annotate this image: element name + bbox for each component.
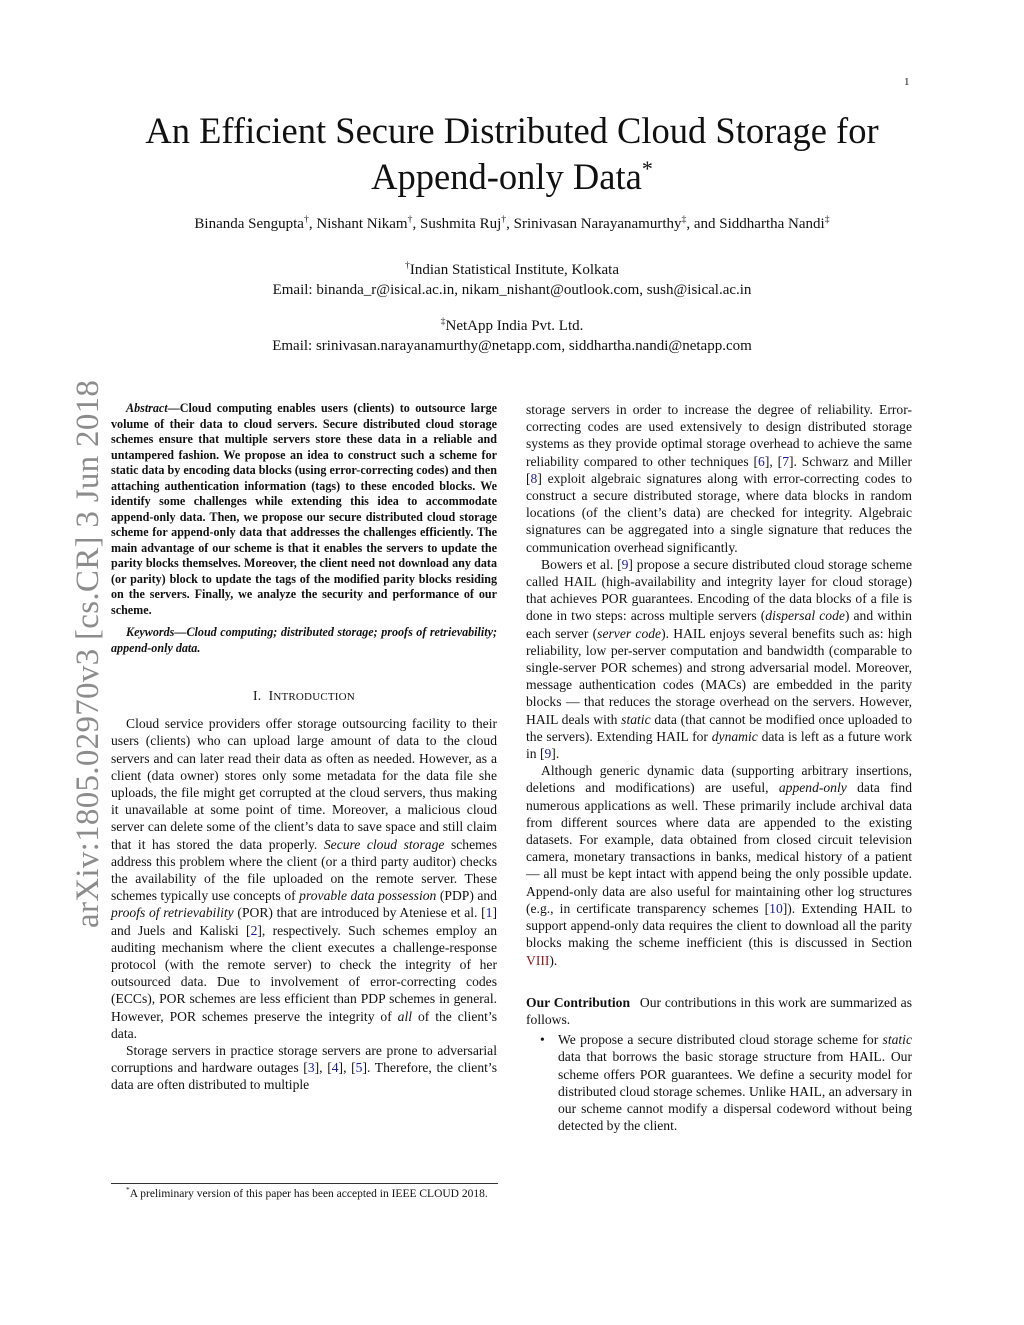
contribution-paragraph: Our Contribution Our contributions in this work are summarized as follows.: [526, 994, 912, 1027]
author: Nishant Nikam: [316, 216, 408, 232]
affiliation-email: Email: binanda_r@isical.ac.in, nikam_nishant@outlook.com, sush@isical.ac.in: [272, 282, 752, 298]
citation-link[interactable]: 6: [758, 453, 765, 469]
right-paragraph-3: Although generic dynamic data (supporting arbitrary insertions, deletions and modifications) are useful, append-only data find numerous applications as well. These primarily include archival data from different sources where data are appended to the existing datasets. For example, data obtained from closed circuit television camera, monetary transactions in banks, medical history of a patient — all must be kept intact with append being the only possible update. Append-only data are also useful for maintaining other log structures (e.g., in certificate transparency schemes [10]). Extending HAIL to support append-only data requires the client to download all the parity blocks making the scheme inefficient (this is discussed in Section VIII).: [526, 763, 912, 968]
right-paragraph-1: storage servers in order to increase the degree of reliability. Error-correcting codes are used extensively to design distributed storage systems as they provide optimal storage overhead to achieve the same reliability compared to other techniques [6], [7]. Schwarz and Miller [8] exploit algebraic signatures along with error-correcting codes to construct a secure distributed storage, where data blocks in random locations (of the client’s data) are checked for integrity. Algebraic signatures can be aggregated into a single signature that reduces the communication overhead significantly.: [526, 402, 912, 555]
citation-link[interactable]: 2: [250, 922, 258, 938]
paper-title: [0, 108, 1024, 200]
title-line-2: Append-only Data*: [371, 155, 653, 197]
contribution-list: [526, 1031, 912, 1134]
citation-link[interactable]: 9: [621, 556, 629, 572]
arxiv-identifier-stamp: arXiv:1805.02970v3 [cs.CR] 3 Jun 2018: [70, 379, 106, 928]
title-footnote-mark: *: [641, 155, 653, 181]
author-list: Binanda Sengupta†, Nishant Nikam†, Sushmita Ruj†, Srinivasan Narayanamurthy‡, and Siddhartha Nandi‡: [194, 214, 830, 232]
title-line-1: An Efficient Secure Distributed Cloud Storage for: [145, 110, 879, 151]
intro-paragraph-2: Storage servers in practice storage servers are prone to adversarial corruptions and hardware outages [3], [4], [5]. Therefore, the client’s data are often distributed to multiple: [111, 1043, 497, 1093]
citation-link[interactable]: 7: [782, 453, 789, 469]
author: Binanda Sengupta: [194, 216, 304, 232]
citation-link[interactable]: 8: [530, 470, 538, 486]
author: Srinivasan Narayanamurthy: [513, 216, 682, 232]
footnote-divider: [111, 1183, 498, 1184]
section-heading-introduction: I. INTRODUCTION: [253, 688, 355, 703]
citation-link[interactable]: 1: [485, 905, 493, 921]
citation-link[interactable]: 10: [769, 900, 783, 916]
list-item: • We propose a secure distributed cloud storage scheme for static data that borrows the basic storage structure from HAIL. Our scheme offers POR guarantees. We define a security model for distributed cloud storage schemes. Unlike HAIL, an adversary in our scheme cannot modify a dispersal codeword without being detected by the client.: [540, 1032, 912, 1134]
citation-link[interactable]: 4: [331, 1060, 339, 1076]
contribution-heading: Our Contribution: [526, 994, 631, 1010]
bullet-icon: •: [540, 1032, 545, 1048]
keywords: Keywords—Cloud computing; distributed storage; proofs of retrievability; append-only data.: [111, 625, 497, 655]
citation-link[interactable]: 3: [307, 1060, 315, 1076]
left-column: [111, 401, 497, 1094]
right-column: [526, 401, 912, 1134]
right-paragraph-2: Bowers et al. [9] propose a secure distributed cloud storage scheme called HAIL (high-availability and integrity layer for cloud storage) that achieves POR guarantees. Encoding of the data blocks of a file is done in two steps: across multiple servers (dispersal code) and within each server (server code). HAIL enjoys several benefits such as: high reliability, low per-server computation and bandwidth (comparable to single-server POR schemes) and strong adversarial model. Moreover, message authentication codes (MACs) are embedded in the parity blocks — that reduces the storage overhead on the servers. However, HAIL deals with static data (that cannot be modified once uploaded to the servers). Extending HAIL for dynamic data is left as a future work in [9].: [526, 556, 913, 762]
author: Siddhartha Nandi: [719, 216, 825, 232]
footnote: *A preliminary version of this paper has been accepted in IEEE CLOUD 2018.: [126, 1185, 488, 1200]
intro-paragraph-1: Cloud service providers offer storage outsourcing facility to their users (clients) who can upload large amount of data to the cloud servers and can later read their data as often as needed. However, as a client (data owner) stores only some metadata for the data file she uploads, the file might get corrupted at the cloud servers, thus making it unavailable at some point of time. Moreover, a malicious cloud server can delete some of the client’s data to save space and still claim that it has stored the data properly. Secure cloud storage schemes address this problem where the client (or a third party auditor) checks the availability of the file uploaded on the remote server. These schemes typically use concepts of provable data possession (PDP) and proofs of retrievability (POR) that are introduced by Ateniese et al. [1] and Juels and Kaliski [2], respectively. Such schemes employ an auditing mechanism where the client executes a challenge-response protocol (with the remote server) to check the integrity of her outsourced data. Due to involvement of error-correcting codes (ECCs), POR schemes are less efficient than PDP schemes in general. However, POR schemes preserve the integrity of all of the client’s data.: [111, 716, 497, 1041]
affiliation-netapp: ‡NetApp India Pvt. Ltd. Email: srinivasan.narayanamurthy@netapp.com, siddhartha.nandi@netapp.com: [0, 316, 1024, 356]
abstract: Abstract—Cloud computing enables users (clients) to outsource large volume of their data to cloud servers. Secure distributed cloud storage schemes ensure that multiple servers store these data in a reliable and untampered fashion. We propose an idea to construct such a scheme for static data by encoding data blocks (using error-correcting codes) and then attaching authentication information (tags) to these encoded blocks. We identify some challenges while extending this idea to accommodate append-only data. Then, we propose our secure distributed cloud storage scheme for append-only data that addresses the challenges efficiently. The main advantage of our scheme is that it enables the servers to update the parity blocks themselves. Moreover, the client need not download any data (or parity) block to update the tags of the modified parity blocks residing on the servers. Finally, we analyze the security and performance of our scheme.: [111, 401, 497, 617]
author: Sushmita Ruj: [419, 216, 502, 232]
citation-link[interactable]: 5: [355, 1060, 363, 1076]
page-number: 1: [904, 76, 910, 88]
affiliation-email: Email: srinivasan.narayanamurthy@netapp.com, siddhartha.nandi@netapp.com: [272, 338, 752, 354]
affiliation-isi: †Indian Statistical Institute, Kolkata Email: binanda_r@isical.ac.in, nikam_nishant@outlook.com, sush@isical.ac.in: [0, 260, 1024, 300]
citation-link[interactable]: 9: [544, 746, 552, 762]
section-link[interactable]: VIII: [526, 952, 550, 968]
